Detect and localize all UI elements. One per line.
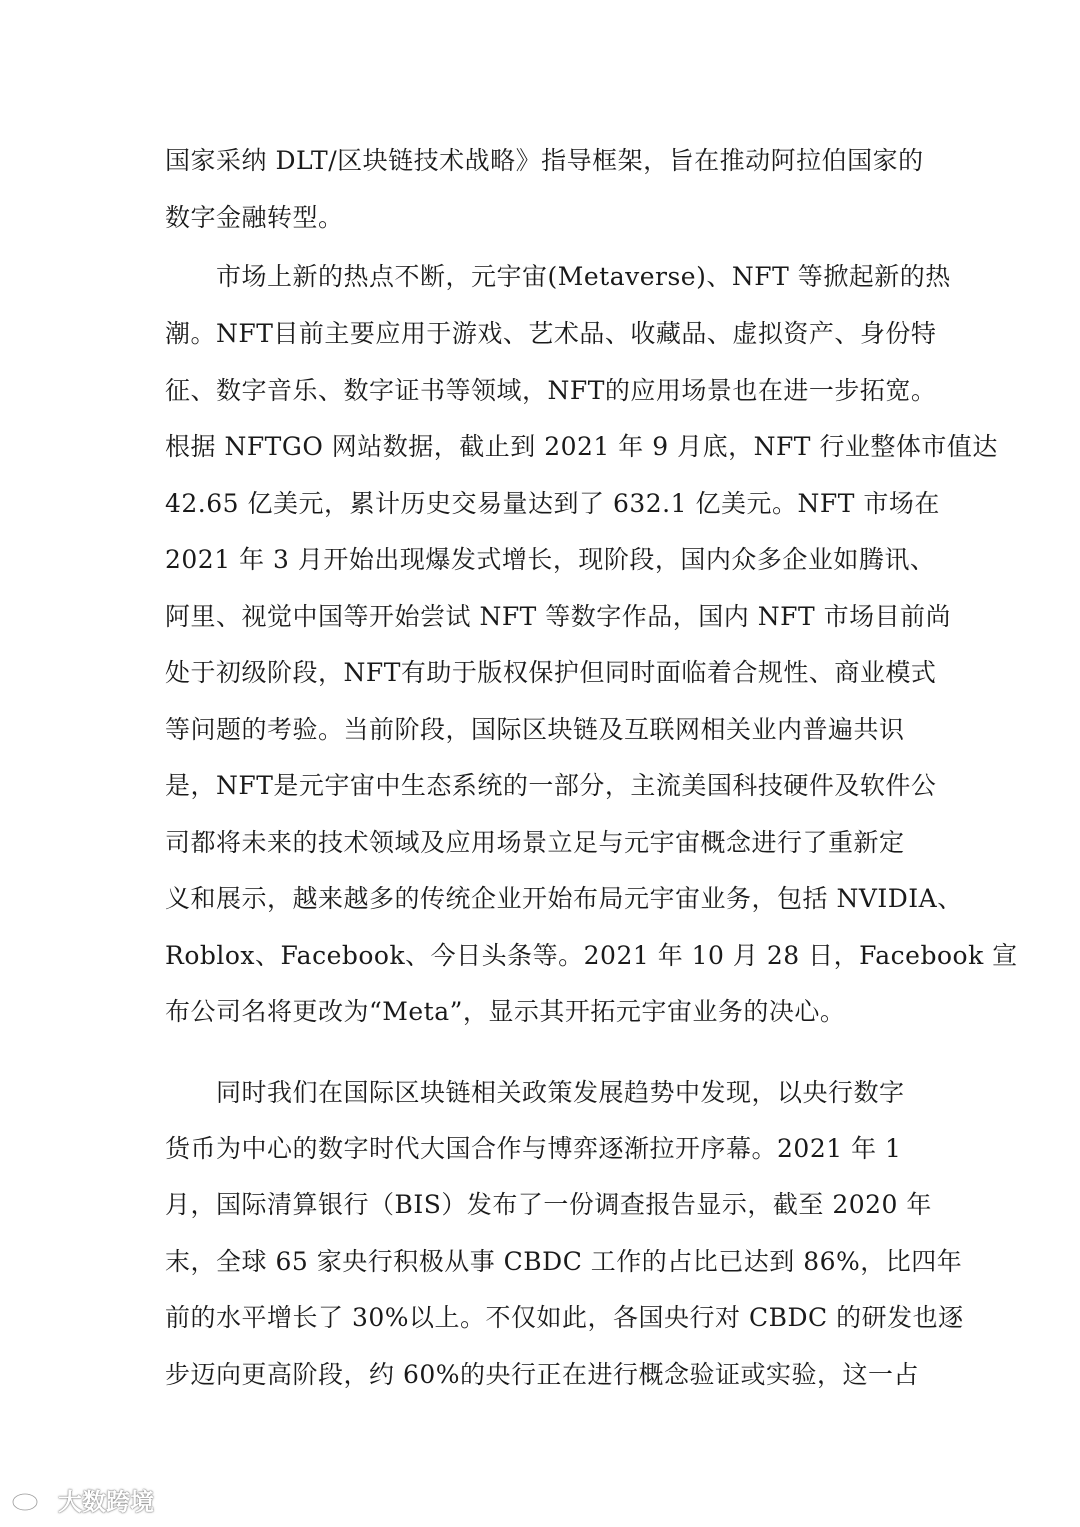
text-line: 数字金融转型。: [165, 203, 344, 232]
text-line: 处于初级阶段，NFT有助于版权保护但同时面临着合规性、商业模式: [165, 658, 937, 687]
text-line: 货币为中心的数字时代大国合作与博弈逐渐拉开序幕。2021 年 1: [165, 1134, 902, 1163]
text-line: 司都将未来的技术领域及应用场景立足与元宇宙概念进行了重新定: [165, 828, 905, 857]
text-line: Roblox、Facebook、今日头条等。2021 年 10 月 28 日，Facebook 宣: [165, 941, 1018, 970]
text-line: 月，国际清算银行（BIS）发布了一份调查报告显示，截至 2020 年: [165, 1190, 932, 1219]
weibo-logo-icon: [10, 1487, 54, 1513]
text-line: 阿里、视觉中国等开始尝试 NFT 等数字作品，国内 NFT 市场目前尚: [165, 602, 952, 631]
text-line: 义和展示，越来越多的传统企业开始布局元宇宙业务，包括 NVIDIA、: [165, 884, 963, 913]
text-line: 等问题的考验。当前阶段，国际区块链及互联网相关业内普遍共识: [165, 715, 905, 744]
text-line: 步迈向更高阶段，约 60%的央行正在进行概念验证或实验，这一占: [165, 1360, 920, 1389]
text-line: 同时我们在国际区块链相关政策发展趋势中发现，以央行数字: [165, 1078, 905, 1107]
text-line: 潮。NFT目前主要应用于游戏、艺术品、收藏品、虚拟资产、身份特: [165, 319, 937, 348]
text-line: 2021 年 3 月开始出现爆发式增长，现阶段，国内众多企业如腾讯、: [165, 545, 936, 574]
text-line: 市场上新的热点不断，元宇宙(Metaverse)、NFT 等掀起新的热: [165, 262, 951, 291]
text-line: 国家采纳 DLT/区块链技术战略》指导框架，旨在推动阿拉伯国家的: [165, 146, 924, 175]
text-line: 42.65 亿美元，累计历史交易量达到了 632.1 亿美元。NFT 市场在: [165, 489, 940, 518]
text-line: 布公司名将更改为“Meta”，显示其开拓元宇宙业务的决心。: [165, 997, 846, 1026]
watermark: [10, 1482, 154, 1517]
text-line: 末，全球 65 家央行积极从事 CBDC 工作的占比已达到 86%，比四年: [165, 1247, 963, 1276]
text-line: 根据 NFTGO 网站数据，截止到 2021 年 9 月底，NFT 行业整体市值达: [165, 432, 998, 461]
text-line: 前的水平增长了 30%以上。不仅如此，各国央行对 CBDC 的研发也逐: [165, 1303, 964, 1332]
watermark-text: 大数跨境: [58, 1488, 154, 1516]
text-line: 征、数字音乐、数字证书等领域，NFT的应用场景也在进一步拓宽。: [165, 376, 937, 405]
text-line: 是，NFT是元宇宙中生态系统的一部分，主流美国科技硬件及软件公: [165, 771, 937, 800]
